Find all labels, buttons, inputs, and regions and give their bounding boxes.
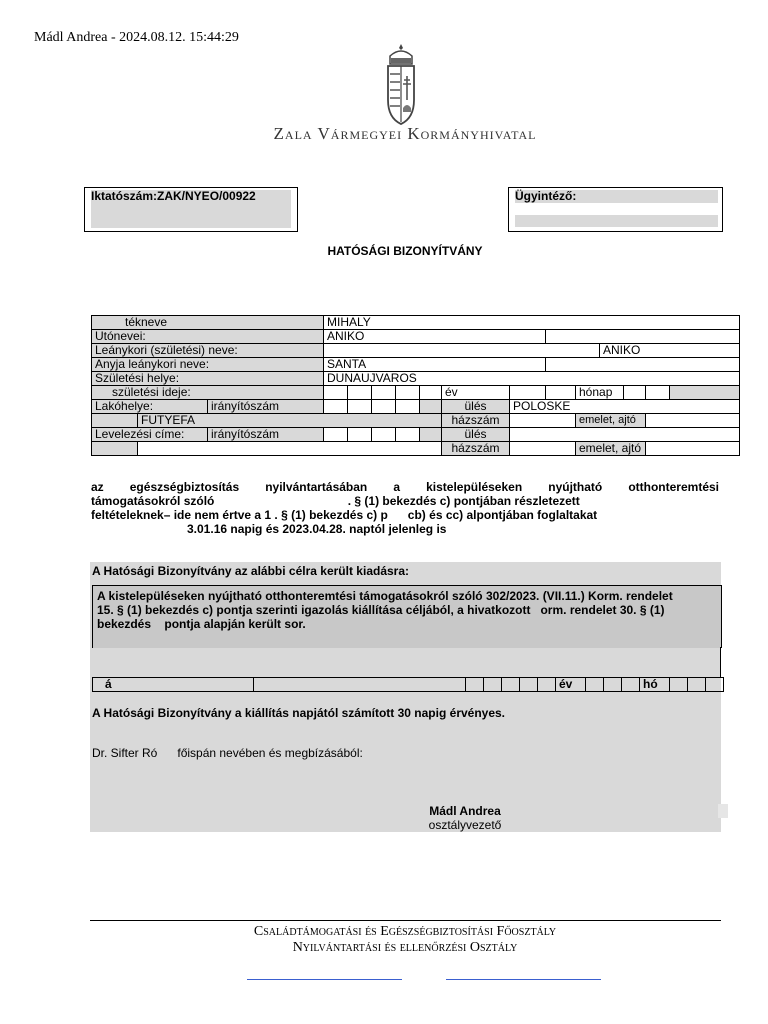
table-row [92,358,740,372]
birthplace-value: DUNAUJVAROS [324,372,740,386]
date-year-label: év [556,678,586,692]
validity-text: A Hatósági Bizonyítvány a kiállítás napjától számított 30 napig érvényes. [92,706,506,720]
residence-zip-label: irányítószám [208,400,324,414]
footer-link-2[interactable] [446,979,601,980]
surname-value: MIHALY [324,316,740,330]
date-row-table [92,677,724,692]
date-place-label: á [93,678,254,692]
table-row [92,372,740,386]
reference-number: Iktatószám:ZAK/NYEO/00922 [91,189,256,203]
mother-name-extra [546,358,740,372]
table-row [92,386,740,400]
table-row [92,330,740,344]
signatory-role: osztályvezető [428,818,502,832]
administrator-box [508,187,723,232]
birthplace-label: Születési helye: [92,372,324,386]
residence-street-value: FUTYEFA [138,414,442,428]
mailing-settlement-label: ülés [442,428,510,442]
given-names-label: Utónevei: [92,330,324,344]
footer-link-1[interactable] [247,979,402,980]
table-row [92,344,740,358]
timestamp-stamp: Mádl Andrea - 2024.08.12. 15:44:29 [34,30,239,45]
statement-line-3: feltételeknek– ide nem értve a 1 . § (1) bekezdés c) p cb) és cc) alpontjában foglaltakat [91,508,598,522]
signature-shade [718,804,728,818]
mailing-house-label: házszám [442,442,510,456]
residence-label: Lakóhelye: [92,400,208,414]
table-row [92,442,740,456]
mailing-label: Levelezési címe: [92,428,208,442]
table-row [92,428,740,442]
purpose-text-2: 15. § (1) bekezdés c) pontja szerinti igazolás kiállítása céljából, a hivatkozott orm. rendelet 30. § (1) [97,603,665,617]
maiden-name-blank [324,344,600,358]
residence-settlement-label: ülés [442,400,510,414]
birthdate-month-label: hónap [576,386,624,400]
table-row [92,316,740,330]
purpose-box [92,585,722,648]
agency-name: Zala Vármegyei Kormányhivatal [273,124,537,143]
signatory-name: Mádl Andrea [429,804,501,818]
document-title: HATÓSÁGI BIZONYÍTVÁNY [327,244,483,258]
surname-label: tékneve [92,316,324,330]
statement-paragraph [91,480,719,536]
personal-data-table [91,315,740,456]
reference-number-box [84,187,298,232]
footer-office: Nyilvántartási és ellenőrzési Osztály [292,940,518,955]
coat-of-arms-logo [382,42,420,126]
table-row [92,414,740,428]
maiden-name-value: ANIKO [600,344,740,358]
given-names-extra [546,330,740,344]
purpose-heading: A Hatósági Bizonyítvány az alábbi célra került kiadásra: [92,564,410,578]
residence-house-label: házszám [442,414,510,428]
statement-line-1: az egészségbiztosítás nyilvántartásában a kistelepüléseken nyújtható otthonteremtési [91,480,719,494]
mailing-floor-label: emelet, ajtó [576,442,646,456]
purpose-text-1: A kistelepüléseken nyújtható otthonteremtési támogatásokról szóló 302/2023. (VII.11.) Korm. rendelet [97,589,673,603]
residence-settlement-value: POLOSKE [510,400,740,414]
purpose-text-3: bekezdés pontja alapján került sor. [97,617,306,631]
mother-name-value: SANTA [324,358,546,372]
statement-line-2: támogatásokról szóló . § (1) bekezdés c) pontjában részletezett [91,494,580,508]
maiden-name-label: Leánykori (születési) neve: [92,344,324,358]
mother-name-label: Anyja leánykori neve: [92,358,324,372]
administrator-label: Ügyintéző: [515,189,577,203]
given-names-value: ANIKO [324,330,546,344]
footer-department: Családtámogatási és Egészségbiztosítási Főosztály [253,924,557,939]
mailing-zip-label: irányítószám [208,428,324,442]
birthdate-label: születési ideje: [92,386,324,400]
table-row [92,400,740,414]
signatory-line: Dr. Sifter Ró főispán nevében és megbízásából: [92,746,363,760]
birthdate-year-label: év [442,386,510,400]
purpose-box-border [720,647,721,677]
date-month-label: hó [640,678,670,692]
footer-divider [90,920,721,921]
table-row [93,678,724,692]
statement-line-4: 3.01.16 napig és 2023.04.28. naptól jelenleg is [187,522,447,536]
residence-floor-label: emelet, ajtó [576,414,646,428]
